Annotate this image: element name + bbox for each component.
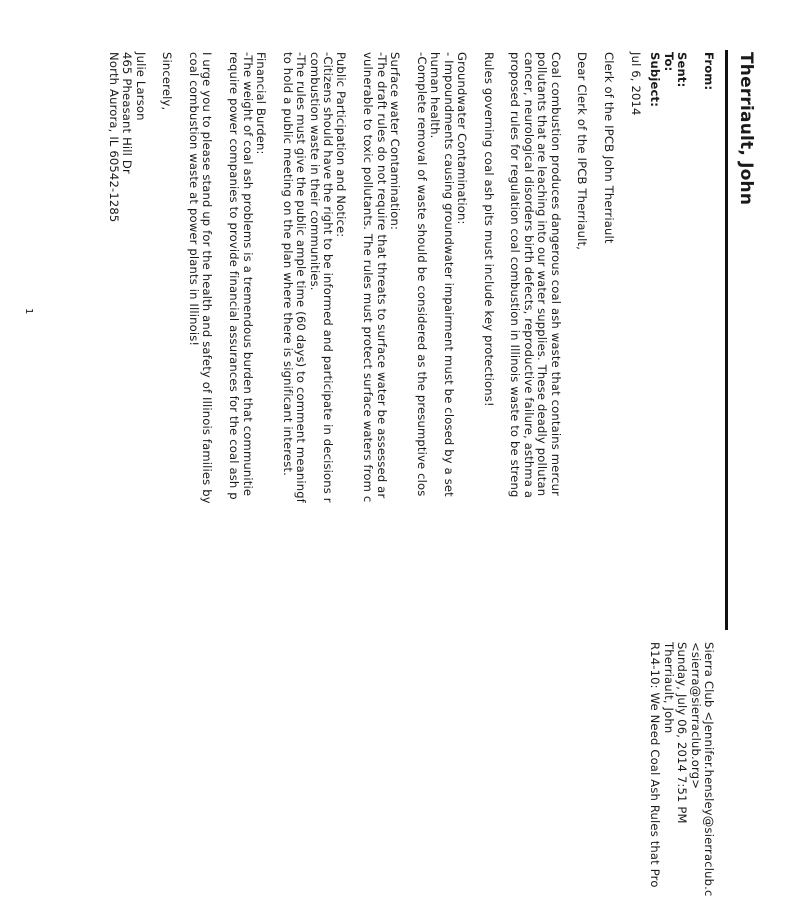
- body-line: -Complete removal of waste should be considered as the presumptive clos: [414, 52, 429, 497]
- body-line: Dear Clerk of the IPCB Therriault,: [575, 52, 590, 251]
- header-label: Sent:: [675, 52, 690, 88]
- blank-line: [401, 52, 414, 672]
- page-number: 1: [23, 308, 34, 315]
- blank-line: [347, 52, 360, 672]
- body-line: human health.: [428, 52, 443, 139]
- body-line: 465 Pheasant Hill Dr: [120, 52, 135, 174]
- body-line: combustion waste in their communities.: [307, 52, 322, 291]
- body-line: North Aurora, IL 60542-1285: [106, 52, 121, 223]
- body-line: Jul 6, 2014: [629, 52, 643, 116]
- header-label: From:: [702, 52, 716, 91]
- body-line: Public Participation and Notice:: [334, 52, 349, 238]
- header-value: <sierra@sierraclub.org>: [688, 642, 703, 790]
- body-line: -The rules must give the public ample time (60 days) to comment meaningf: [294, 52, 309, 504]
- body-line: Coal combustion produces dangerous coal ash waste that contains mercur: [548, 52, 563, 497]
- body-line: cancer, neurological disorders birth defects, reproductive failure, asthma a: [521, 52, 536, 499]
- body-line: Sincerely,: [160, 52, 175, 111]
- header-label: Subject:: [648, 52, 663, 107]
- body-line: Rules governing coal ash pits must include key protections!: [481, 52, 496, 407]
- header-value: R14-10: We Need Coal Ash Rules that Pro: [648, 642, 663, 888]
- body-line: Groundwater Contamination:: [454, 52, 469, 225]
- blank-line: [562, 52, 575, 672]
- body-line: Financial Burden:: [254, 52, 269, 155]
- body-line: coal combustion waste at power plants in Illinois!: [187, 52, 202, 347]
- body-line: Clerk of the IPCB John Therriault: [602, 52, 617, 244]
- body-line: Surface water Contamination:: [387, 52, 402, 231]
- header-label: To:: [661, 52, 676, 72]
- blank-line: [147, 52, 160, 672]
- body-line: - Impoundments causing groundwater impairment must be closed by a set: [441, 52, 456, 497]
- blank-line: [173, 52, 186, 672]
- sender-name-title: Therriault, John: [736, 52, 756, 206]
- blank-line: [615, 52, 628, 672]
- body-line: pollutants that are leaching into our water supplies. These deadly pollutan: [535, 52, 550, 497]
- body-line: require power companies to provide financial assurances for the coal ash p: [227, 52, 242, 500]
- header-value: Sierra Club <Jennifer.hensley@sierraclub.c: [702, 642, 716, 897]
- body-line: to hold a public meeting on the plan where there is significant interest.: [280, 52, 295, 476]
- title-divider: [725, 50, 728, 630]
- blank-line: [495, 52, 508, 672]
- blank-line: [468, 52, 481, 672]
- body-line: I urge you to please stand up for the health and safety of Illinois families by: [200, 52, 215, 504]
- body-line: Julie Larson: [133, 52, 148, 121]
- body-line: -Citizens should have the right to be informed and participate in decisions r: [321, 52, 336, 503]
- body-line: proposed rules for regulation coal combustion in Illinois waste to be streng: [508, 52, 523, 498]
- body-line: -The draft rules do not require that threats to surface water be assessed ar: [374, 52, 389, 499]
- body-line: -The weight of coal ash problems is a tremendous burden that communitie: [240, 52, 255, 497]
- blank-line: [588, 52, 601, 672]
- email-body: [106, 52, 642, 672]
- blank-line: [267, 52, 280, 672]
- header-value: Sunday, July 06, 2014 7:51 PM: [675, 642, 690, 824]
- header-value: Therriault, John: [661, 642, 676, 734]
- blank-line: [214, 52, 227, 672]
- body-line: vulnerable to toxic pollutants. The rules must protect surface waters from c: [361, 52, 376, 503]
